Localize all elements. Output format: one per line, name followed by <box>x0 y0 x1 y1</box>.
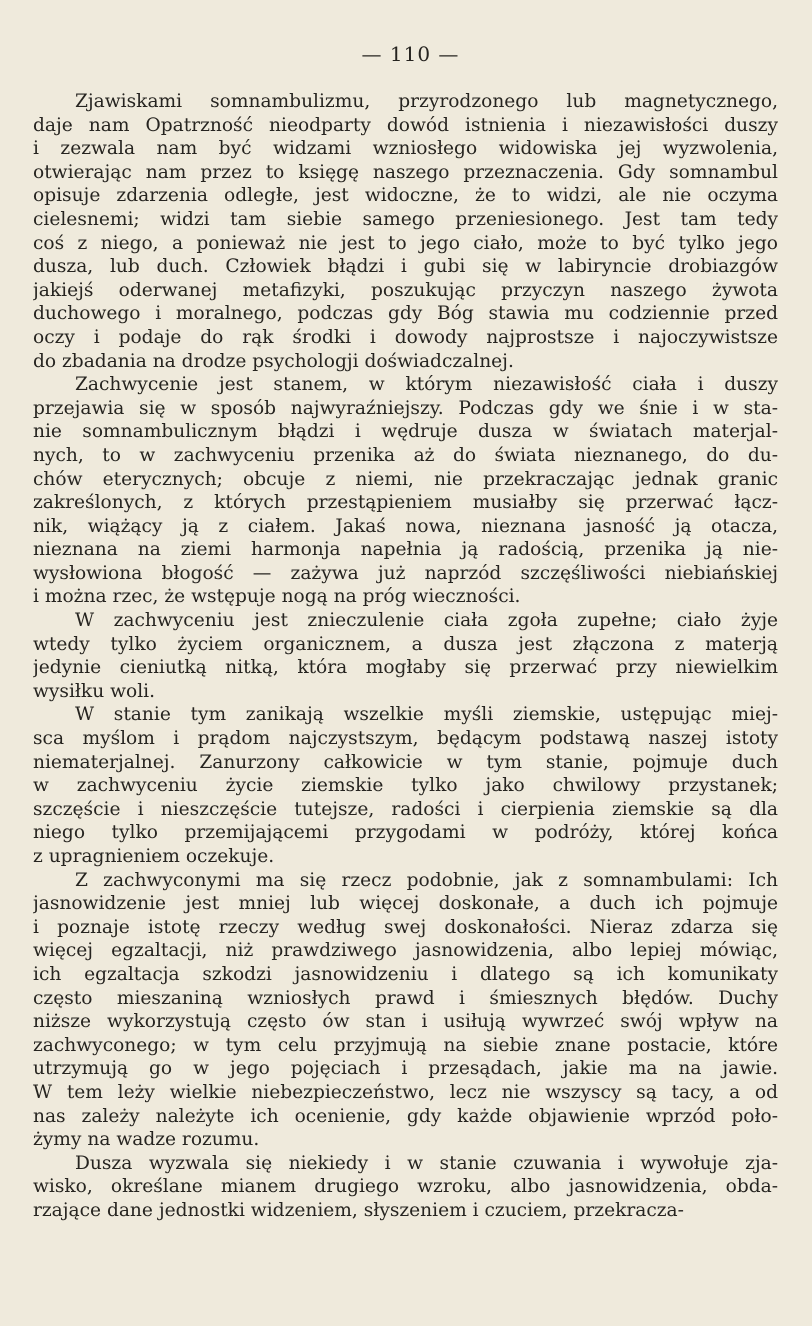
paragraph <box>33 1152 778 1223</box>
text-line: oczy i podaje do rąk środki i dowody najprostsze i najoczywistsze <box>33 326 778 348</box>
text-line: w zachwyceniu życie ziemskie tylko jako chwilowy przystanek; <box>33 775 778 797</box>
text-line: niższe wykorzystują często ów stan i usiłują wywrzeć swój wpływ na <box>33 1011 778 1033</box>
text-line: rzające dane jednostki widzeniem, słyszeniem i czuciem, przekracza- <box>33 1199 684 1221</box>
paragraph <box>33 609 778 703</box>
text-line: W zachwyceniu jest znieczulenie ciała zgoła zupełne; ciało żyje <box>75 610 778 632</box>
text-line: sca myślom i prądom najczystszym, będącym podstawą naszej istoty <box>33 728 778 750</box>
paragraph <box>33 703 778 868</box>
text-line: Zachwycenie jest stanem, w którym niezawisłość ciała i duszy <box>75 374 778 396</box>
text-line: niematerjalnej. Zanurzony całkowicie w tym stanie, pojmuje duch <box>33 751 778 773</box>
text-line: opisuje zdarzenia odległe, jest widoczne, że to widzi, ale nie oczyma <box>33 185 778 207</box>
text-line: Zjawiskami somnambulizmu, przyrodzonego lub magnetycznego, <box>75 91 778 112</box>
paragraph <box>33 373 778 609</box>
text-line: niego tylko przemijającemi przygodami w podróży, której końca <box>33 822 778 844</box>
text-line: więcej egzaltacji, niż prawdziwego jasnowidzenia, albo lepiej mówiąc, <box>33 940 778 962</box>
text-body <box>33 90 778 1223</box>
text-line: do zbadania na drodze psychologji doświadczalnej. <box>33 350 514 372</box>
text-line: i można rzec, że wstępuje nogą na próg wieczności. <box>33 586 521 608</box>
text-line: wysiłku woli. <box>33 680 156 702</box>
text-line: otwierając nam przez to księgę naszego przeznaczenia. Gdy somnambul <box>33 161 778 183</box>
text-line: jasnowidzenie jest mniej lub więcej doskonałe, a duch ich pojmuje <box>33 893 778 915</box>
text-line: z upragnieniem oczekuje. <box>33 846 275 867</box>
text-line: jedynie cieniutką nitką, która mogłaby się przerwać przy niewielkim <box>33 657 778 679</box>
paragraph <box>33 90 778 373</box>
text-line: cielesnemi; widzi tam siebie samego przeniesionego. Jest tam tedy <box>33 208 778 230</box>
text-line: nie somnambulicznym błądzi i wędruje dusza w światach materjal- <box>33 421 778 443</box>
text-line: i poznaje istotę rzeczy według swej doskonałości. Nieraz zdarza się <box>33 916 778 938</box>
text-line: chów eterycznych; obcuje z niemi, nie przekraczając jednak granic <box>33 468 778 490</box>
text-line: wysłowiona błogość — zażywa już naprzód szczęśliwości niebiańskiej <box>33 562 778 584</box>
text-line: i zezwala nam być widzami wzniosłego widowiska jej wyzwolenia, <box>33 138 778 160</box>
text-line: nych, to w zachwyceniu przenika aż do świata nieznanego, do du- <box>33 444 778 466</box>
text-line: zakreślonych, z których przestąpieniem musiałby się przerwać łącz- <box>33 492 778 514</box>
text-line: Z zachwyconymi ma się rzecz podobnie, jak z somnambulami: Ich <box>75 869 778 891</box>
text-line: W tem leży wielkie niebezpieczeństwo, lecz nie wszyscy są tacy, a od <box>33 1081 778 1103</box>
text-line: przejawia się w sposób najwyraźniejszy. Podczas gdy we śnie i w sta- <box>33 397 778 419</box>
text-line: daje nam Opatrzność nieodparty dowód istnienia i niezawisłości duszy <box>33 114 778 136</box>
text-line: wtedy tylko życiem organicznem, a dusza jest złączona z materją <box>33 633 778 655</box>
text-line: dusza, lub duch. Człowiek błądzi i gubi się w labiryncie drobiazgów <box>33 256 778 278</box>
text-line: nieznana na ziemi harmonja napełnia ją radością, przenika ją nie- <box>33 539 778 561</box>
text-line: jakiejś oderwanej metafizyki, poszukując przyczyn naszego żywota <box>33 279 778 301</box>
text-line: utrzymują go w jego pojęciach i przesądach, jakie ma na jawie. <box>33 1058 778 1080</box>
text-line: Dusza wyzwala się niekiedy i w stanie czuwania i wywołuje zja- <box>75 1152 778 1174</box>
text-line: W stanie tym zanikają wszelkie myśli ziemskie, ustępując miej- <box>75 704 778 726</box>
text-line: nik, wiążący ją z ciałem. Jakaś nowa, nieznana jasność ją otacza, <box>33 515 778 537</box>
text-line: ich egzaltacja szkodzi jasnowidzeniu i dlatego są ich komunikaty <box>33 963 778 985</box>
text-line: coś z niego, a ponieważ nie jest to jego ciało, może to być tylko jego <box>33 232 778 254</box>
text-line: zachwyconego; w tym celu przyjmują na siebie znane postacie, które <box>33 1034 778 1056</box>
text-line: nas zależy należyte ich ocenienie, gdy każde objawienie wprzód poło- <box>33 1105 778 1127</box>
text-line: żymy na wadze rozumu. <box>33 1129 260 1151</box>
text-line: często mieszaniną wzniosłych prawd i śmiesznych błędów. Duchy <box>33 987 778 1009</box>
text-line: wisko, określane mianem drugiego wzroku, albo jasnowidzenia, obda- <box>33 1176 778 1198</box>
text-line: duchowego i moralnego, podczas gdy Bóg stawia mu codziennie przed <box>33 303 778 325</box>
page-number: — 110 — <box>361 42 460 66</box>
text-line: szczęście i nieszczęście tutejsze, radości i cierpienia ziemskie są dla <box>33 798 778 820</box>
paragraph <box>33 869 778 1152</box>
